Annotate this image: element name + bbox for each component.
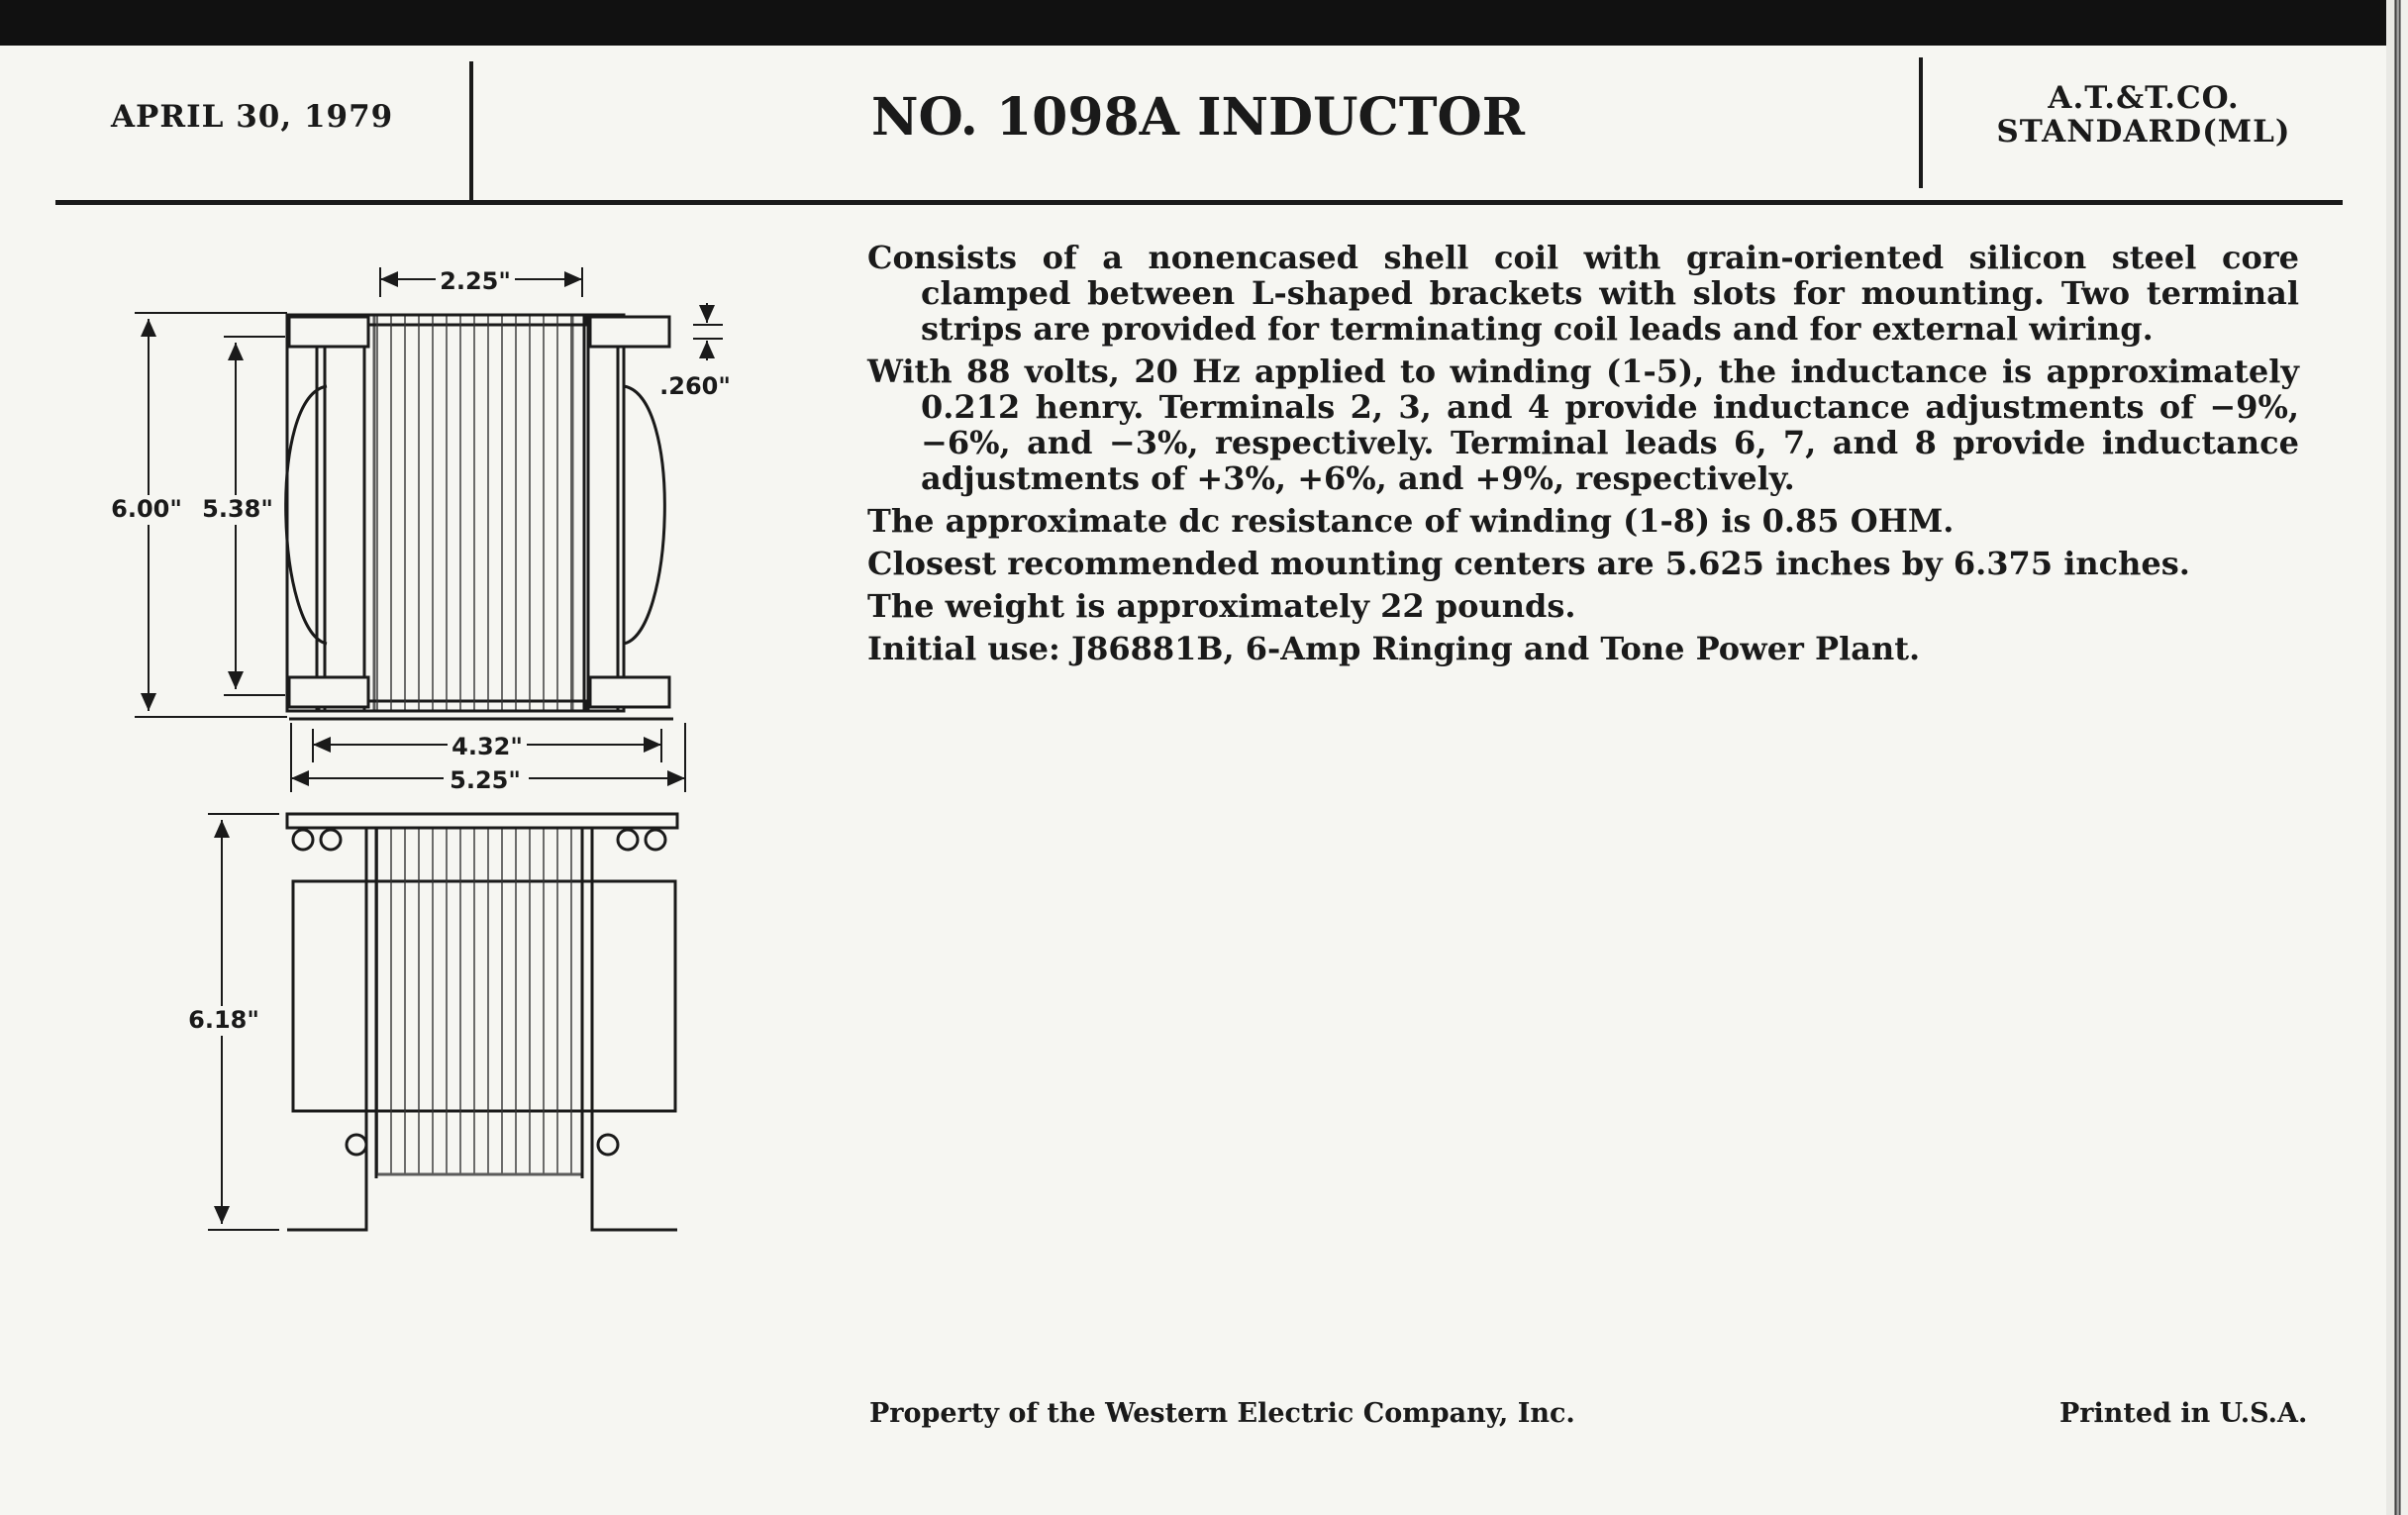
dim-width-inner: 4.32" xyxy=(452,733,523,760)
dim-bracket-thickness: .260" xyxy=(659,372,731,400)
dim-side-height: 6.18" xyxy=(188,1006,259,1034)
description-paragraph: The approximate dc resistance of winding (1-8) is 0.85 OHM. xyxy=(867,502,1955,540)
footer-property: Property of the Western Electric Company, Inc. xyxy=(869,1398,1575,1429)
description xyxy=(867,240,2299,673)
side-view xyxy=(287,814,677,1230)
dim-width-top: 2.25" xyxy=(440,267,511,295)
description-paragraph: With 88 volts, 20 Hz applied to winding (1-5), the inductance is approximately 0.212 henry. Terminals 2, 3, and 4 provide inductance adjustments of −9%, −6%, and −3%, respectively. Terminal leads 6, 7, and 8 provide inductance adjustments of +3%, +6%, and +9%, respectively. xyxy=(867,353,2299,497)
dim-width-total: 5.25" xyxy=(450,766,521,794)
description-paragraph: Initial use: J86881B, 6-Amp Ringing and Tone Power Plant. xyxy=(867,630,1921,667)
description-paragraph: Closest recommended mounting centers are 5.625 inches by 6.375 inches. xyxy=(867,545,2190,582)
top-view xyxy=(286,315,673,719)
dim-height-total: 6.00" xyxy=(111,495,182,523)
header-date: APRIL 30, 1979 xyxy=(111,99,394,135)
page-title: NO. 1098A INDUCTOR xyxy=(870,87,1526,148)
dim-height-inner: 5.38" xyxy=(202,495,273,523)
footer-printed: Printed in U.S.A. xyxy=(2059,1398,2308,1429)
standard-line-2: STANDARD(ML) xyxy=(1996,114,2291,150)
description-paragraph: The weight is approximately 22 pounds. xyxy=(867,587,1576,625)
standard-line-1: A.T.&T.CO. xyxy=(2048,80,2240,116)
description-paragraph: Consists of a nonencased shell coil with grain-oriented silicon steel core clamped between L-shaped brackets with slots for mounting. Two terminal strips are provided for terminating coil leads and for external wiring. xyxy=(867,239,2299,348)
